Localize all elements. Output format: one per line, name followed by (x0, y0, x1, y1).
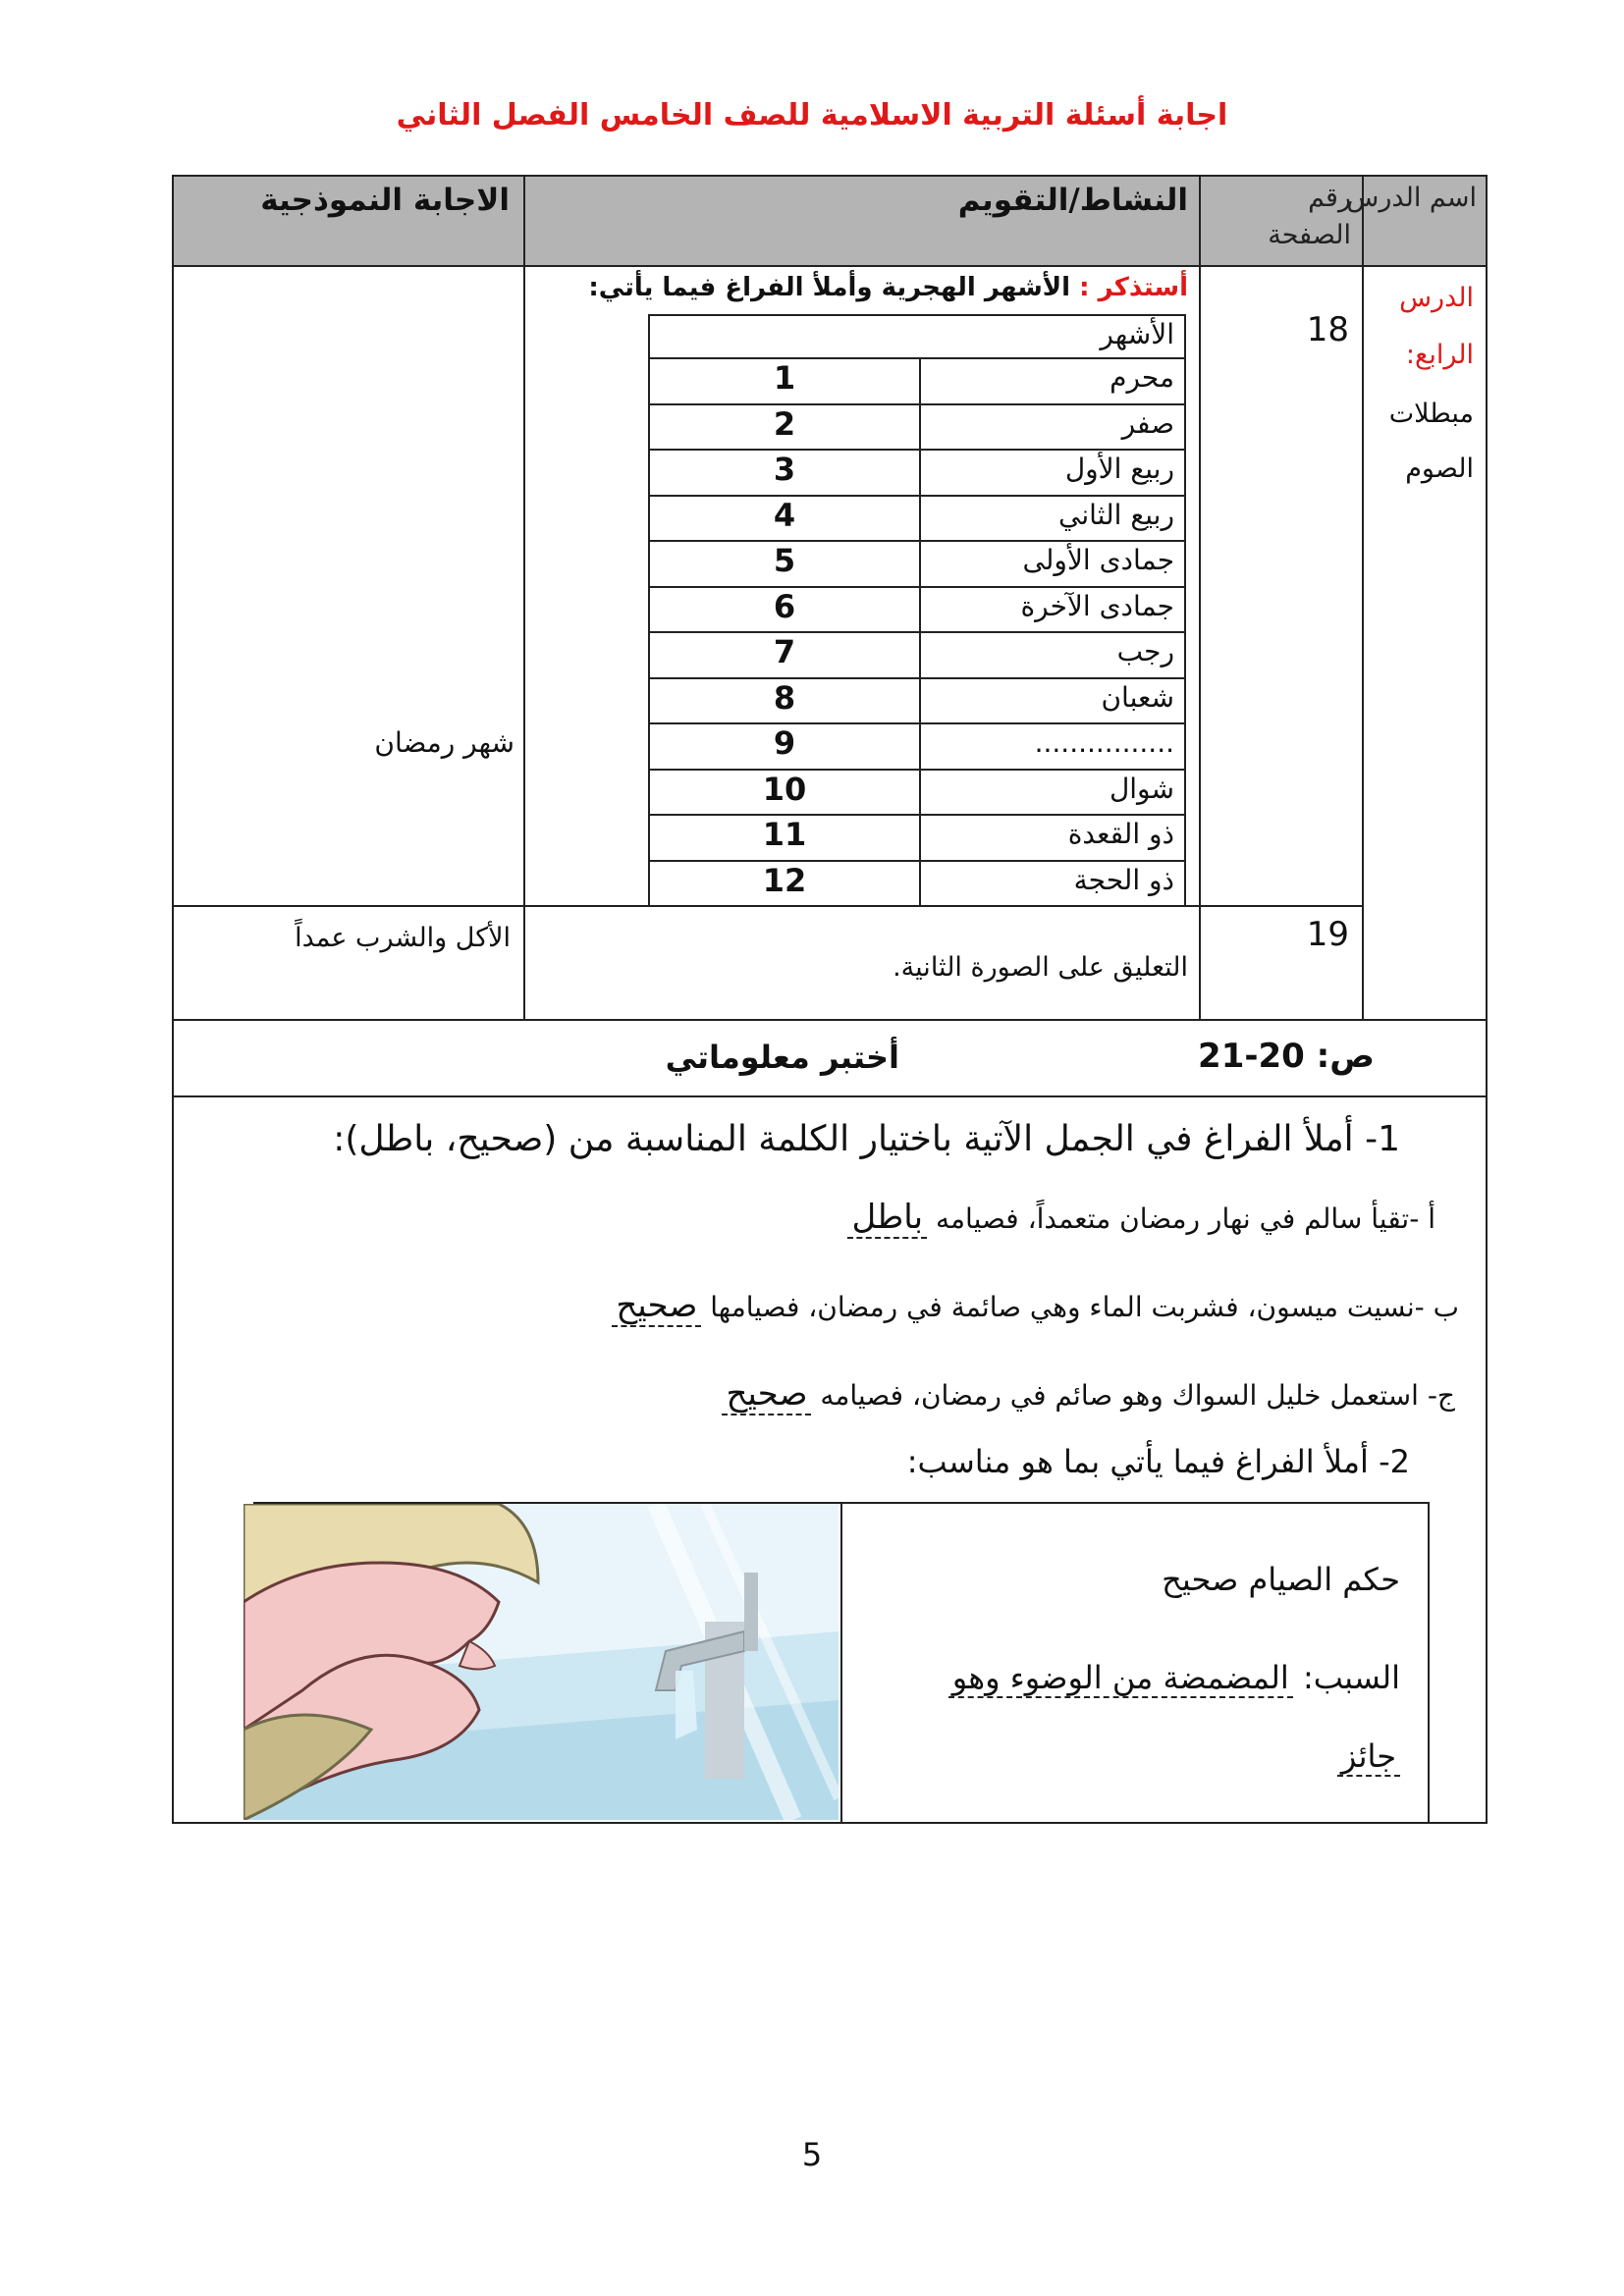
months-table-bottom (648, 905, 1186, 907)
header-model-answer: الاجابة النموذجية (260, 183, 510, 218)
row1-prompt-label: أستذكر : (1079, 273, 1188, 302)
month-number: 8 (773, 678, 796, 717)
q1-item-b-text: ب -نسيت ميسون، فشربت الماء وهي صائمة في رمضان، فصيامها (701, 1291, 1459, 1323)
lesson-title-line2: الصوم (1405, 454, 1474, 484)
q2-ruling: حكم الصيام صحيح (1162, 1561, 1400, 1598)
month-number: 9 (773, 724, 796, 762)
row2-answer: الأكل والشرب عمداً (295, 923, 511, 953)
q1-item-c-text: ج- استعمل خليل السواك وهو صائم في رمضان، فصيامه (811, 1379, 1455, 1412)
months-table (648, 314, 1186, 907)
month-number: 12 (762, 861, 807, 899)
month-number: 10 (762, 770, 807, 808)
table-border-right (1486, 175, 1488, 1824)
row-separator-questions (172, 1095, 1488, 1097)
row2-page-number: 19 (1306, 915, 1349, 954)
month-name: ................ (1034, 726, 1174, 759)
month-number: 6 (773, 587, 796, 625)
row1-page-number: 18 (1306, 310, 1349, 349)
q2-title: 2- أملأ الفراغ فيما يأتي بما هو مناسب: (906, 1443, 1410, 1480)
page-number: 5 (801, 2136, 823, 2173)
q1-item-c (722, 1374, 1455, 1414)
month-name: رجب (1116, 635, 1174, 667)
table-border-bottom (172, 1822, 1488, 1824)
month-number: 7 (773, 633, 796, 670)
q2-reason-label: السبب: (1292, 1659, 1400, 1696)
months-header: الأشهر (1100, 318, 1174, 350)
q1-item-a-text: أ -تقيأ سالم في نهار رمضان متعمداً، فصيامه (927, 1202, 1435, 1235)
month-name: شعبان (1101, 680, 1174, 714)
month-number: 2 (773, 404, 796, 443)
month-number: 11 (762, 816, 807, 853)
month-name: صفر (1121, 406, 1174, 440)
column-separator-page (1362, 175, 1364, 1021)
month-name: ربيع الثاني (1058, 498, 1174, 531)
header-lesson-name: اسم الدرس (1346, 183, 1477, 213)
q2-reason-line2 (1337, 1737, 1400, 1775)
month-name: شوال (1109, 772, 1174, 805)
lesson-label: الدرس (1399, 283, 1474, 313)
q1-item-c-answer: صحيح (722, 1374, 811, 1415)
month-name: ذو الحجة (1073, 863, 1174, 896)
table-border-left (172, 175, 174, 1824)
row-separator-section (172, 1019, 1488, 1021)
month-name: ذو القعدة (1067, 818, 1174, 850)
month-number: 5 (773, 542, 796, 579)
q2-reason-answer-line1: المضمضة من الوضوء وهو (948, 1659, 1293, 1698)
q1-item-a-answer: باطل (847, 1198, 927, 1239)
section-pages: ص: 20-21 (1198, 1037, 1375, 1076)
table-header-divider (172, 265, 1488, 267)
table-border-top (172, 175, 1488, 177)
months-table-top (648, 314, 1186, 316)
month-number: 4 (773, 496, 796, 534)
header-activity: النشاط/التقويم (957, 183, 1188, 218)
row1-prompt (588, 273, 1188, 302)
q1-item-a (847, 1198, 1435, 1237)
month-name: جمادى الآخرة (1020, 589, 1174, 622)
q2-reason-answer-line2: جائز (1337, 1737, 1400, 1777)
lesson-ordinal: الرابع: (1405, 340, 1474, 370)
column-separator-activity (1199, 175, 1201, 1021)
q2-box-right (1428, 1502, 1430, 1822)
wudu-illustration (244, 1504, 839, 1820)
row1-prompt-text: الأشهر الهجرية وأملأ الفراغ فيما يأتي: (588, 273, 1071, 302)
person-rinsing-mouth-icon (244, 1504, 839, 1820)
section-title: أختبر معلوماتي (665, 1039, 899, 1076)
q2-box-divider (840, 1502, 842, 1822)
q1-item-b-answer: صحيح (612, 1286, 701, 1327)
row1-answer: شهر رمضان (374, 726, 514, 759)
q1-title: 1- أملأ الفراغ في الجمل الآتية باختيار الكلمة المناسبة من (صحيح، باطل): (333, 1119, 1400, 1159)
header-page-number: رقم الصفحة (1268, 183, 1351, 250)
month-name: محرم (1110, 361, 1174, 394)
q2-reason (948, 1659, 1400, 1696)
month-name: ربيع الأول (1064, 453, 1174, 485)
page-title: اجابة أسئلة التربية الاسلامية للصف الخامس الفصل الثاني (396, 98, 1228, 133)
row2-activity: التعليق على الصورة الثانية. (893, 952, 1188, 983)
month-number: 3 (773, 451, 796, 488)
q1-item-b (612, 1286, 1459, 1325)
lesson-title-line1: مبطلات (1388, 399, 1474, 429)
month-name: جمادى الأولى (1022, 544, 1174, 576)
column-separator-answer (523, 175, 525, 1021)
month-number: 1 (773, 359, 796, 397)
